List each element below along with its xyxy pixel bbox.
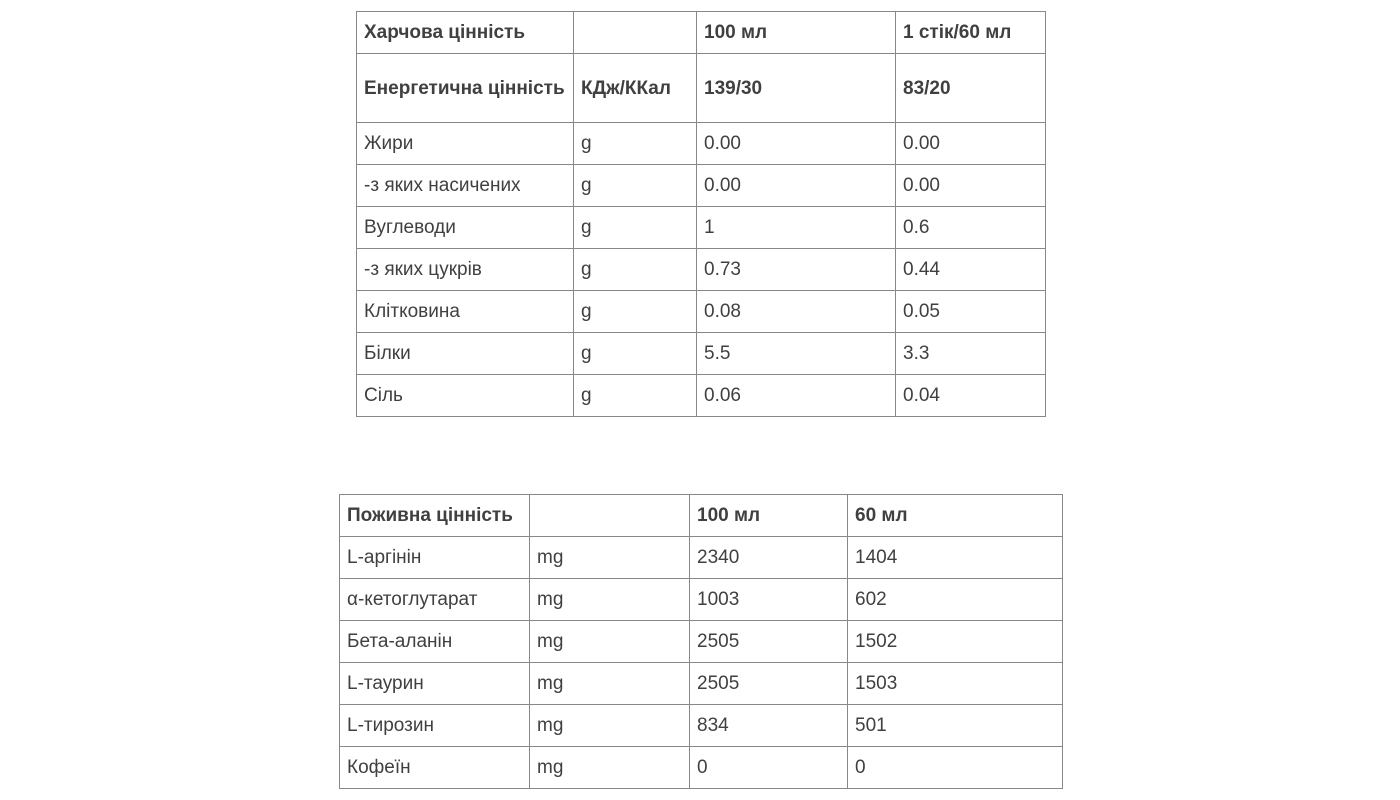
header-cell: 100 мл: [697, 12, 896, 54]
table-cell: mg: [530, 663, 690, 705]
table-cell: Сіль: [357, 375, 574, 417]
table-cell: g: [574, 123, 697, 165]
table-row: [340, 621, 1063, 663]
table-cell: Білки: [357, 333, 574, 375]
header-cell: 60 мл: [848, 495, 1063, 537]
table-cell: L-аргінін: [340, 537, 530, 579]
table-row: [340, 663, 1063, 705]
table-header-row: [340, 495, 1063, 537]
table-cell: mg: [530, 537, 690, 579]
table-row: [357, 123, 1046, 165]
table-cell: 0.00: [697, 165, 896, 207]
table-cell: 2505: [690, 663, 848, 705]
header-cell: 100 мл: [690, 495, 848, 537]
table-row: [357, 165, 1046, 207]
table-cell: g: [574, 333, 697, 375]
energy-row: [357, 54, 1046, 123]
table-row: [357, 333, 1046, 375]
header-cell: [530, 495, 690, 537]
table-cell: 0: [690, 747, 848, 789]
table-cell: -з яких насичених: [357, 165, 574, 207]
nutrient-table: [339, 494, 1063, 789]
nutrition-table: [356, 11, 1046, 417]
table-cell: 1404: [848, 537, 1063, 579]
table-cell: 5.5: [697, 333, 896, 375]
table-row: [357, 291, 1046, 333]
header-cell: Харчова цінність: [357, 12, 574, 54]
table-cell: 834: [690, 705, 848, 747]
table-cell: 0.73: [697, 249, 896, 291]
table-cell: 1503: [848, 663, 1063, 705]
table-row: [340, 537, 1063, 579]
table-cell: 0.6: [896, 207, 1046, 249]
table-cell: 0.05: [896, 291, 1046, 333]
table-header-row: [357, 12, 1046, 54]
table-cell: 602: [848, 579, 1063, 621]
table-cell: g: [574, 375, 697, 417]
table-cell: 1003: [690, 579, 848, 621]
header-cell: [574, 12, 697, 54]
table-cell: 3.3: [896, 333, 1046, 375]
table-cell: g: [574, 165, 697, 207]
table-cell: 0: [848, 747, 1063, 789]
table-cell: g: [574, 249, 697, 291]
table-row: [340, 705, 1063, 747]
table-cell: mg: [530, 579, 690, 621]
table-row: [340, 579, 1063, 621]
table-cell: Клітковина: [357, 291, 574, 333]
table-cell: α-кетоглутарат: [340, 579, 530, 621]
table-row: [357, 375, 1046, 417]
table-cell: 501: [848, 705, 1063, 747]
table-cell: 0.04: [896, 375, 1046, 417]
table-cell: mg: [530, 705, 690, 747]
table-cell: 0.00: [896, 123, 1046, 165]
table-row: [357, 207, 1046, 249]
table-cell: 0.44: [896, 249, 1046, 291]
table-cell: КДж/ККал: [574, 54, 697, 123]
table-cell: 0.00: [697, 123, 896, 165]
table-cell: Вуглеводи: [357, 207, 574, 249]
table-cell: mg: [530, 621, 690, 663]
table-cell: 1: [697, 207, 896, 249]
table-cell: g: [574, 291, 697, 333]
table-row: [340, 747, 1063, 789]
table-cell: 2505: [690, 621, 848, 663]
table-cell: L-таурин: [340, 663, 530, 705]
table-cell: 0.08: [697, 291, 896, 333]
table-cell: Жири: [357, 123, 574, 165]
table-cell: 2340: [690, 537, 848, 579]
header-cell: Поживна цінність: [340, 495, 530, 537]
table-cell: 83/20: [896, 54, 1046, 123]
table-cell: Бета-аланін: [340, 621, 530, 663]
table-cell: Кофеїн: [340, 747, 530, 789]
header-cell: 1 стік/60 мл: [896, 12, 1046, 54]
table-cell: 0.00: [896, 165, 1046, 207]
table-cell: 139/30: [697, 54, 896, 123]
table-cell: g: [574, 207, 697, 249]
table-cell: L-тирозин: [340, 705, 530, 747]
table-cell: -з яких цукрів: [357, 249, 574, 291]
table-row: [357, 249, 1046, 291]
table-cell: 1502: [848, 621, 1063, 663]
table-cell: Енергетична цінність: [357, 54, 574, 123]
table-cell: 0.06: [697, 375, 896, 417]
table-cell: mg: [530, 747, 690, 789]
